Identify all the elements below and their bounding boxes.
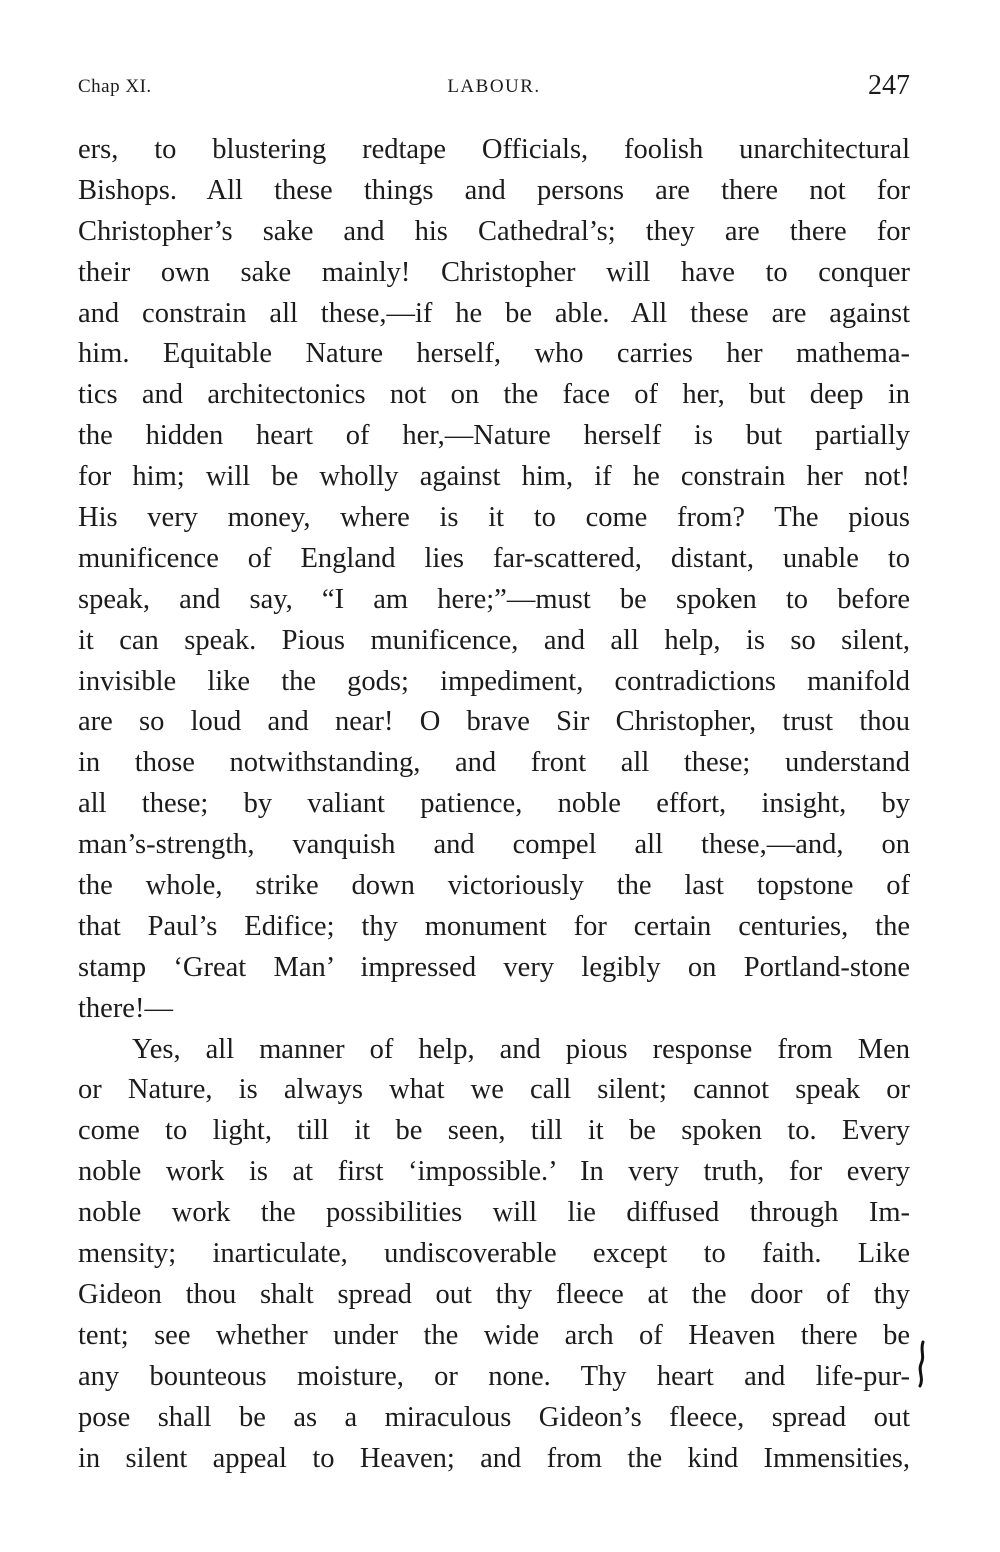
text-line: noble work is at first ‘impossible.’ In very truth, for every bbox=[78, 1156, 910, 1188]
text-line: ers, to blustering redtape Officials, foolish unarchitectural bbox=[78, 134, 910, 165]
text-line: in those notwithstanding, and front all these; understand bbox=[78, 747, 910, 779]
chapter-label: Chap XI. bbox=[78, 76, 152, 97]
text-line: man’s-strength, vanquish and compel all these,—and, on bbox=[78, 829, 910, 861]
running-head bbox=[78, 70, 910, 106]
text-line: speak, and say, “I am here;”—must be spoken to before bbox=[78, 583, 910, 615]
page-number: 247 bbox=[868, 70, 910, 101]
text-line: mensity; inarticulate, undiscoverable except to faith. Like bbox=[78, 1238, 910, 1270]
text-line: pose shall be as a miraculous Gideon’s fleece, spread out bbox=[78, 1401, 910, 1433]
text-line: invisible like the gods; impediment, contradictions manifold bbox=[78, 665, 910, 697]
paragraph-2 bbox=[78, 1030, 910, 1480]
text-line: are so loud and near! O brave Sir Christopher, trust thou bbox=[78, 706, 910, 738]
text-line: tics and architectonics not on the face of her, but deep in bbox=[78, 379, 910, 411]
text-line: in silent appeal to Heaven; and from the kind Immensities, bbox=[78, 1442, 910, 1474]
text-line: His very money, where is it to come from? The pious bbox=[78, 502, 910, 534]
text-line: Christopher’s sake and his Cathedral’s; they are there for bbox=[78, 215, 910, 247]
text-line: or Nature, is always what we call silent; cannot speak or bbox=[78, 1074, 910, 1106]
running-title: LABOUR. bbox=[447, 76, 541, 97]
text-line: Gideon thou shalt spread out thy fleece at the door of thy bbox=[78, 1278, 910, 1310]
text-line: come to light, till it be seen, till it be spoken to. Every bbox=[78, 1115, 910, 1147]
text-line: it can speak. Pious munificence, and all help, is so silent, bbox=[78, 624, 910, 656]
text-line: munificence of England lies far-scattered, distant, unable to bbox=[78, 542, 910, 574]
text-line: any bounteous moisture, or none. Thy heart and life-pur- bbox=[78, 1360, 910, 1392]
text-line: there!— bbox=[78, 992, 173, 1024]
text-line: their own sake mainly! Christopher will have to conquer bbox=[78, 256, 910, 288]
text-line: Bishops. All these things and persons are there not for bbox=[78, 174, 910, 206]
text-line: that Paul’s Edifice; thy monument for certain centuries, the bbox=[78, 910, 910, 942]
text-line: noble work the possibilities will lie diffused through Im- bbox=[78, 1197, 910, 1229]
paragraph-1 bbox=[78, 130, 910, 1030]
text-line: tent; see whether under the wide arch of Heaven there be bbox=[78, 1319, 910, 1351]
text-line: Yes, all manner of help, and pious response from Men bbox=[132, 1033, 910, 1065]
text-line: him. Equitable Nature herself, who carries her mathema- bbox=[78, 338, 910, 370]
text-line: for him; will be wholly against him, if he constrain her not! bbox=[78, 461, 910, 493]
margin-ink-mark-icon bbox=[914, 1340, 928, 1388]
text-line: stamp ‘Great Man’ impressed very legibly on Portland-stone bbox=[78, 951, 910, 983]
text-line: the hidden heart of her,—Nature herself is but partially bbox=[78, 420, 910, 452]
text-line: all these; by valiant patience, noble effort, insight, by bbox=[78, 788, 910, 820]
text-line: and constrain all these,—if he be able. All these are against bbox=[78, 297, 910, 329]
text-line: the whole, strike down victoriously the last topstone of bbox=[78, 870, 910, 902]
body-text bbox=[78, 130, 910, 1479]
